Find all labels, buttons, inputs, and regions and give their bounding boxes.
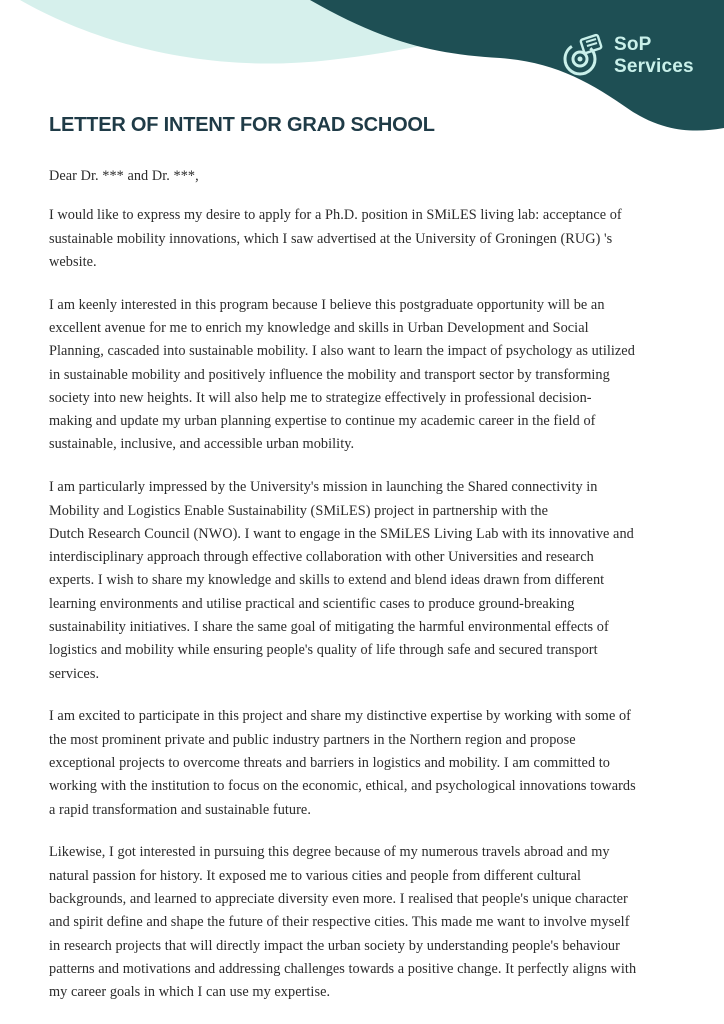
logo-wordmark — [614, 34, 694, 78]
logo-line-1: SoP — [614, 34, 652, 55]
letter-title: LETTER OF INTENT FOR GRAD SCHOOL — [49, 114, 435, 136]
logo-line-2: Services — [614, 56, 694, 77]
paragraph-1: I would like to express my desire to apply for a Ph.D. position in SMiLES living lab: acceptance of sustainable mobility innovations, which I saw advertised at the University of Groningen (RUG) 's website. — [49, 207, 622, 270]
paragraph-5: Likewise, I got interested in pursuing this degree because of my numerous travels abroad and my natural passion for history. It exposed me to various cities and people from different cultural backgrounds, and learned to appreciate diversity even more. I realised that people's unique character and spirit define and shape the future of their respective cities. This made me want to involve myself in research projects that will directly impact the urban society by understanding people's behaviour patterns and motivations and addressing challenges towards a positive change. It perfectly aligns with my career goals in which I can use my expertise. — [49, 844, 637, 1001]
sop-services-logo — [560, 28, 710, 84]
paragraph-4: I am excited to participate in this project and share my distinctive expertise by working with some of the most prominent private and public industry partners in the Northern region and propose exceptional projects to overcome threats and barriers in logistics and mobility. I am committed to working with the institution to focus on the economic, ethical, and psychological innovations towards a rapid transformation and sustainable future. — [49, 708, 636, 818]
paragraph-2: I am keenly interested in this program because I believe this postgraduate opportunity will be an excellent avenue for me to enrich my knowledge and skills in Urban Development and Social Planning, cascaded into sustainable mobility. I also want to learn the impact of psychology as utilized in sustainable mobility and positively influence the mobility and transport sector by transforming society into new heights. It will also help me to strategize effectively in professional decision- making and update my urban planning expertise to continue my academic career in the field of sustainable, inclusive, and accessible urban mobility. — [49, 296, 635, 453]
letter-body — [49, 165, 679, 1024]
paragraph-3: I am particularly impressed by the University's mission in launching the Shared connectivity in Mobility and Logistics Enable Sustainability (SMiLES) project in partnership with the Dutch Research Council (NWO). I want to engage in the SMiLES Living Lab with its innovative and interdisciplinary approach through effective collaboration with other Universities and research experts. I wish to share my knowledge and skills to extend and blend ideas drawn from different learning environments and utilise practical and scientific cases to produce ground-breaking sustainability initiatives. I share the same goal of mitigating the harmful environmental effects of logistics and mobility while ensuring people's quality of life through safe and secured transport services. — [49, 479, 634, 682]
salutation: Dear Dr. *** and Dr. ***, — [49, 168, 199, 184]
document-scan-icon — [560, 33, 606, 79]
